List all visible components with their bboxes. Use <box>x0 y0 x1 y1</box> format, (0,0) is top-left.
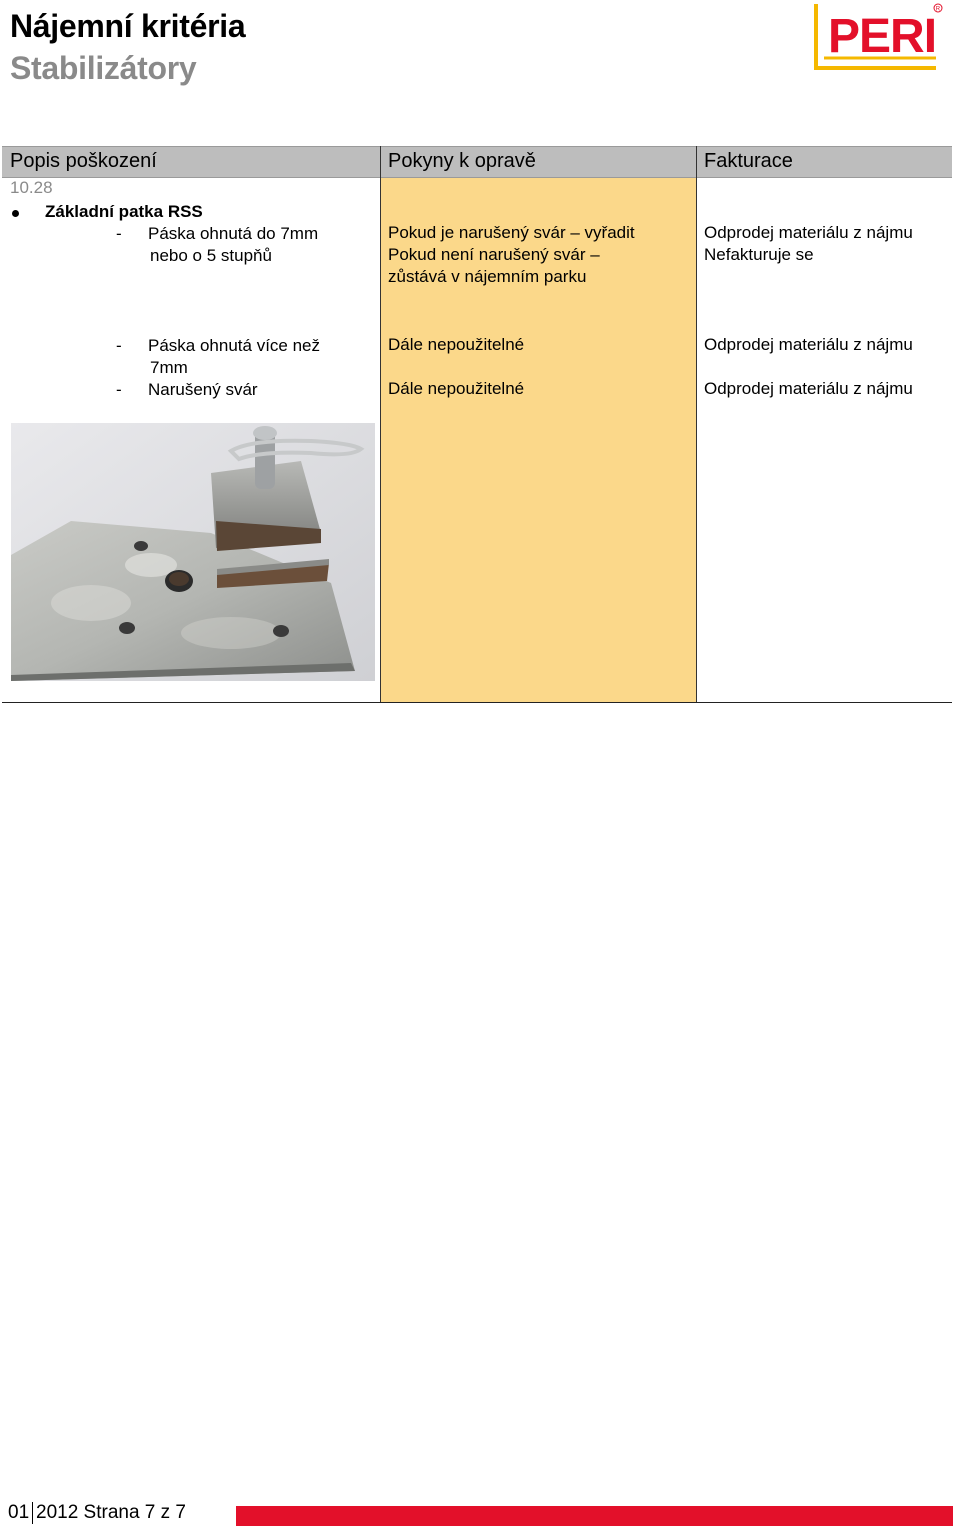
row1-description-line1: Páska ohnutá do 7mm <box>148 224 319 243</box>
row1-billing-line1: Odprodej materiálu z nájmu <box>704 223 913 242</box>
base-plate-photo <box>11 423 375 681</box>
row3-description: Narušený svár <box>148 380 258 399</box>
row1-instructions-line3: zůstává v nájemním parku <box>388 267 587 286</box>
column-header-instructions: Pokyny k opravě <box>388 150 536 172</box>
row3-billing: Odprodej materiálu z nájmu <box>704 379 913 398</box>
bullet-icon <box>12 210 19 217</box>
logo-text: PERI <box>828 10 937 63</box>
row3-instructions: Dále nepoužitelné <box>388 379 525 398</box>
row1-instructions-line1: Pokud je narušený svár – vyřadit <box>388 223 635 242</box>
row1-dash: - <box>116 224 122 243</box>
table-bottom-rule <box>2 702 952 703</box>
footer-separator <box>32 1502 33 1524</box>
row1-description-line2: nebo o 5 stupňů <box>150 246 272 265</box>
footer-page-info: 2012 Strana 7 z 7 <box>36 1502 186 1523</box>
row1-instructions-line2: Pokud není narušený svár – <box>388 245 600 264</box>
column-header-billing: Fakturace <box>704 150 793 172</box>
column-header-description: Popis poškození <box>10 150 157 172</box>
row3-dash: - <box>116 380 122 399</box>
page-subtitle: Stabilizátory <box>10 50 197 86</box>
row2-description-line2: 7mm <box>150 358 188 377</box>
peri-logo <box>814 2 944 70</box>
section-number: 10.28 <box>10 178 53 197</box>
row2-instructions: Dále nepoužitelné <box>388 335 525 354</box>
svg-text:R: R <box>935 6 941 13</box>
footer-brand-bar <box>236 1506 953 1526</box>
table-header <box>2 146 952 178</box>
column-divider <box>696 146 697 703</box>
footer-date: 01 <box>8 1502 30 1523</box>
row2-billing: Odprodej materiálu z nájmu <box>704 335 913 354</box>
row2-description-line1: Páska ohnutá více než <box>148 336 321 355</box>
row1-billing-line2: Nefakturuje se <box>704 245 814 264</box>
item-title: Základní patka RSS <box>45 202 203 221</box>
row2-dash: - <box>116 336 122 355</box>
column-divider <box>380 146 381 703</box>
page-title: Nájemní kritéria <box>10 8 246 44</box>
